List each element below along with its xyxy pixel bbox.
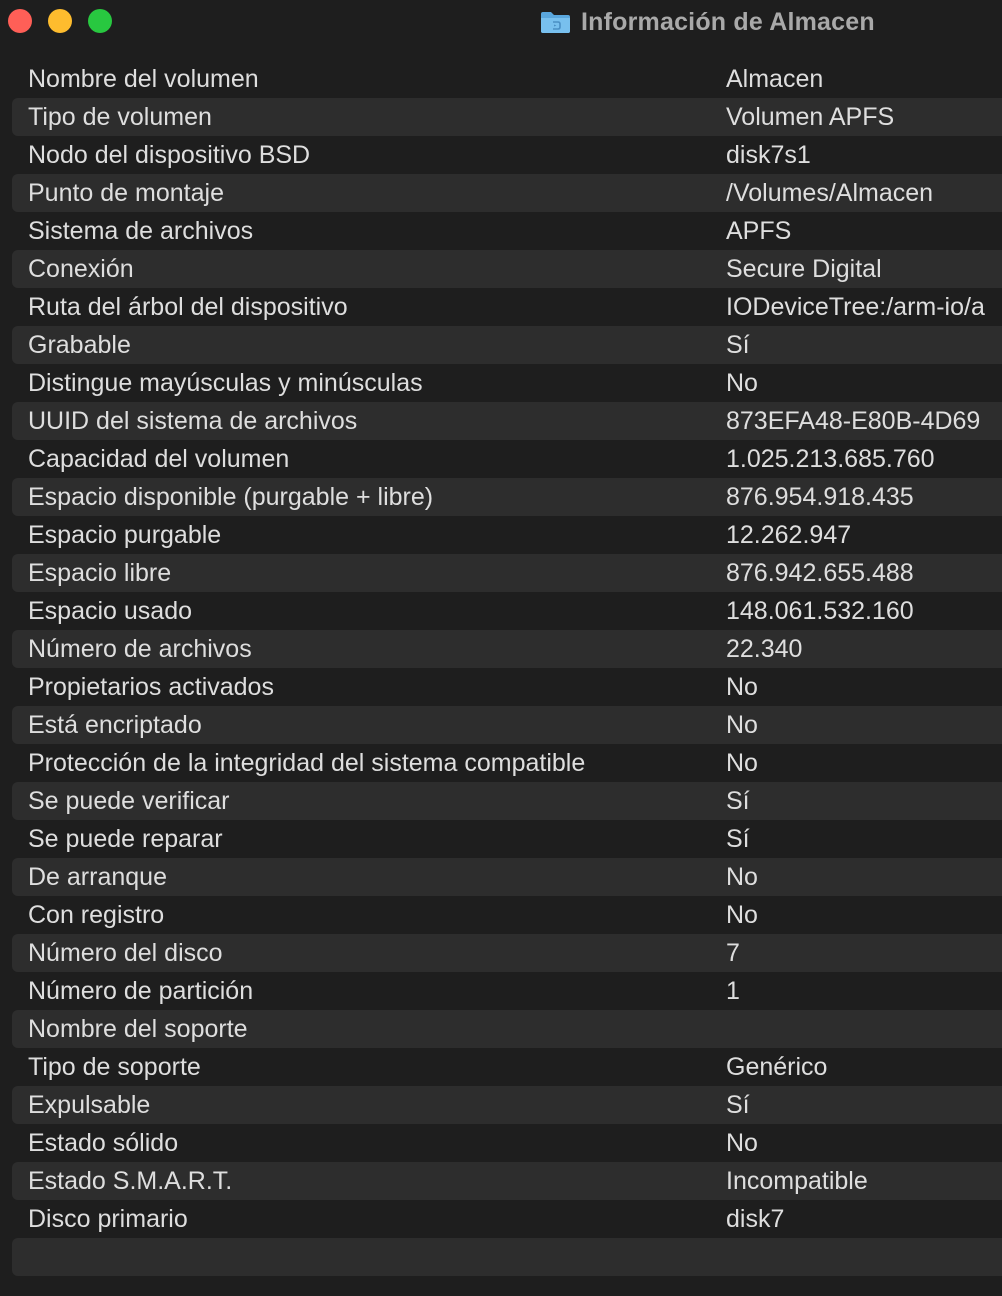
row-value: 22.340 (726, 635, 803, 663)
table-row[interactable] (12, 288, 1002, 326)
table-row[interactable] (12, 1010, 1002, 1048)
row-value: 1 (726, 977, 740, 1005)
row-value: No (726, 901, 758, 929)
row-label: Ruta del árbol del dispositivo (28, 293, 348, 321)
row-label: Número de archivos (28, 635, 252, 663)
table-row[interactable] (12, 60, 1002, 98)
table-row[interactable] (12, 516, 1002, 554)
table-row[interactable] (12, 972, 1002, 1010)
row-value: /Volumes/Almacen (726, 179, 934, 207)
table-row[interactable] (12, 478, 1002, 516)
table-row[interactable] (12, 364, 1002, 402)
title-bar[interactable] (0, 0, 1002, 44)
table-row[interactable] (12, 136, 1002, 174)
folder-icon (540, 10, 571, 34)
window-title: Información de Almacen (581, 7, 875, 36)
table-row[interactable] (12, 782, 1002, 820)
row-label: Número del disco (28, 939, 223, 967)
row-label: Nombre del volumen (28, 65, 259, 93)
row-value: Sí (726, 825, 750, 853)
row-value: 7 (726, 939, 740, 967)
table-row[interactable] (12, 744, 1002, 782)
table-row[interactable] (12, 858, 1002, 896)
row-label: Propietarios activados (28, 673, 274, 701)
row-label: Estado sólido (28, 1129, 179, 1157)
row-label: Espacio usado (28, 597, 193, 625)
row-value: 876.942.655.488 (726, 559, 914, 587)
table-row[interactable] (12, 896, 1002, 934)
row-label: Número de partición (28, 977, 254, 1005)
zoom-window-button[interactable] (88, 9, 112, 33)
row-label: Está encriptado (28, 711, 202, 739)
table-row[interactable] (12, 1162, 1002, 1200)
row-value: Volumen APFS (726, 103, 895, 131)
row-label: Sistema de archivos (28, 217, 254, 245)
row-value: disk7s1 (726, 141, 811, 169)
table-row[interactable] (12, 402, 1002, 440)
row-label: Conexión (28, 255, 134, 283)
row-value: No (726, 673, 758, 701)
row-value: 876.954.918.435 (726, 483, 914, 511)
row-label: De arranque (28, 863, 167, 891)
table-row[interactable] (12, 630, 1002, 668)
row-value: 1.025.213.685.760 (726, 445, 935, 473)
row-value: Sí (726, 1091, 750, 1119)
table-row[interactable] (12, 250, 1002, 288)
row-value: Genérico (726, 1053, 828, 1081)
row-label: Disco primario (28, 1205, 188, 1233)
row-value: 12.262.947 (726, 521, 852, 549)
row-value: APFS (726, 217, 792, 245)
row-label: Espacio libre (28, 559, 172, 587)
row-value: No (726, 863, 758, 891)
row-label: Con registro (28, 901, 165, 929)
row-label: Tipo de volumen (28, 103, 212, 131)
row-value: Sí (726, 331, 750, 359)
row-value (726, 1010, 1002, 1048)
row-label: Protección de la integridad del sistema compatible (28, 749, 586, 777)
row-label: Punto de montaje (28, 179, 224, 207)
row-value: Almacen (726, 65, 824, 93)
row-label: Distingue mayúsculas y minúsculas (28, 369, 423, 397)
row-value: IODeviceTree:/arm-io/a (726, 293, 985, 321)
row-label: UUID del sistema de archivos (28, 407, 358, 435)
info-table (12, 60, 1002, 1276)
row-value: disk7 (726, 1205, 785, 1233)
table-row[interactable] (12, 1200, 1002, 1238)
close-window-button[interactable] (8, 9, 32, 33)
row-value: 148.061.532.160 (726, 597, 914, 625)
row-label: Espacio disponible (purgable + libre) (28, 483, 434, 511)
table-row[interactable] (12, 98, 1002, 136)
row-label: Expulsable (28, 1091, 151, 1119)
table-row[interactable] (12, 706, 1002, 744)
table-row[interactable] (12, 820, 1002, 858)
row-label: Espacio purgable (28, 521, 222, 549)
row-value: No (726, 749, 758, 777)
table-row[interactable] (12, 592, 1002, 630)
row-label: Nodo del dispositivo BSD (28, 141, 311, 169)
minimize-window-button[interactable] (48, 9, 72, 33)
row-value: 873EFA48-E80B-4D69 (726, 407, 981, 435)
table-row[interactable] (12, 668, 1002, 706)
table-row[interactable] (12, 554, 1002, 592)
row-value: No (726, 1129, 758, 1157)
table-row[interactable] (12, 212, 1002, 250)
row-value (726, 1238, 1002, 1276)
table-row[interactable] (12, 440, 1002, 478)
row-value: No (726, 369, 758, 397)
window-title-group (540, 6, 875, 38)
row-value: Sí (726, 787, 750, 815)
row-label: Nombre del soporte (28, 1015, 248, 1043)
row-value: Secure Digital (726, 255, 882, 283)
row-value: Incompatible (726, 1167, 868, 1195)
table-row[interactable] (12, 174, 1002, 212)
table-row[interactable] (12, 1238, 1002, 1276)
table-row[interactable] (12, 326, 1002, 364)
row-label: Estado S.M.A.R.T. (28, 1167, 233, 1195)
table-row[interactable] (12, 1124, 1002, 1162)
row-label: Se puede verificar (28, 787, 230, 815)
table-row[interactable] (12, 934, 1002, 972)
table-row[interactable] (12, 1048, 1002, 1086)
row-label: Capacidad del volumen (28, 445, 290, 473)
row-label: Tipo de soporte (28, 1053, 201, 1081)
table-row[interactable] (12, 1086, 1002, 1124)
row-value: No (726, 711, 758, 739)
row-label: Grabable (28, 331, 131, 359)
row-label: Se puede reparar (28, 825, 223, 853)
